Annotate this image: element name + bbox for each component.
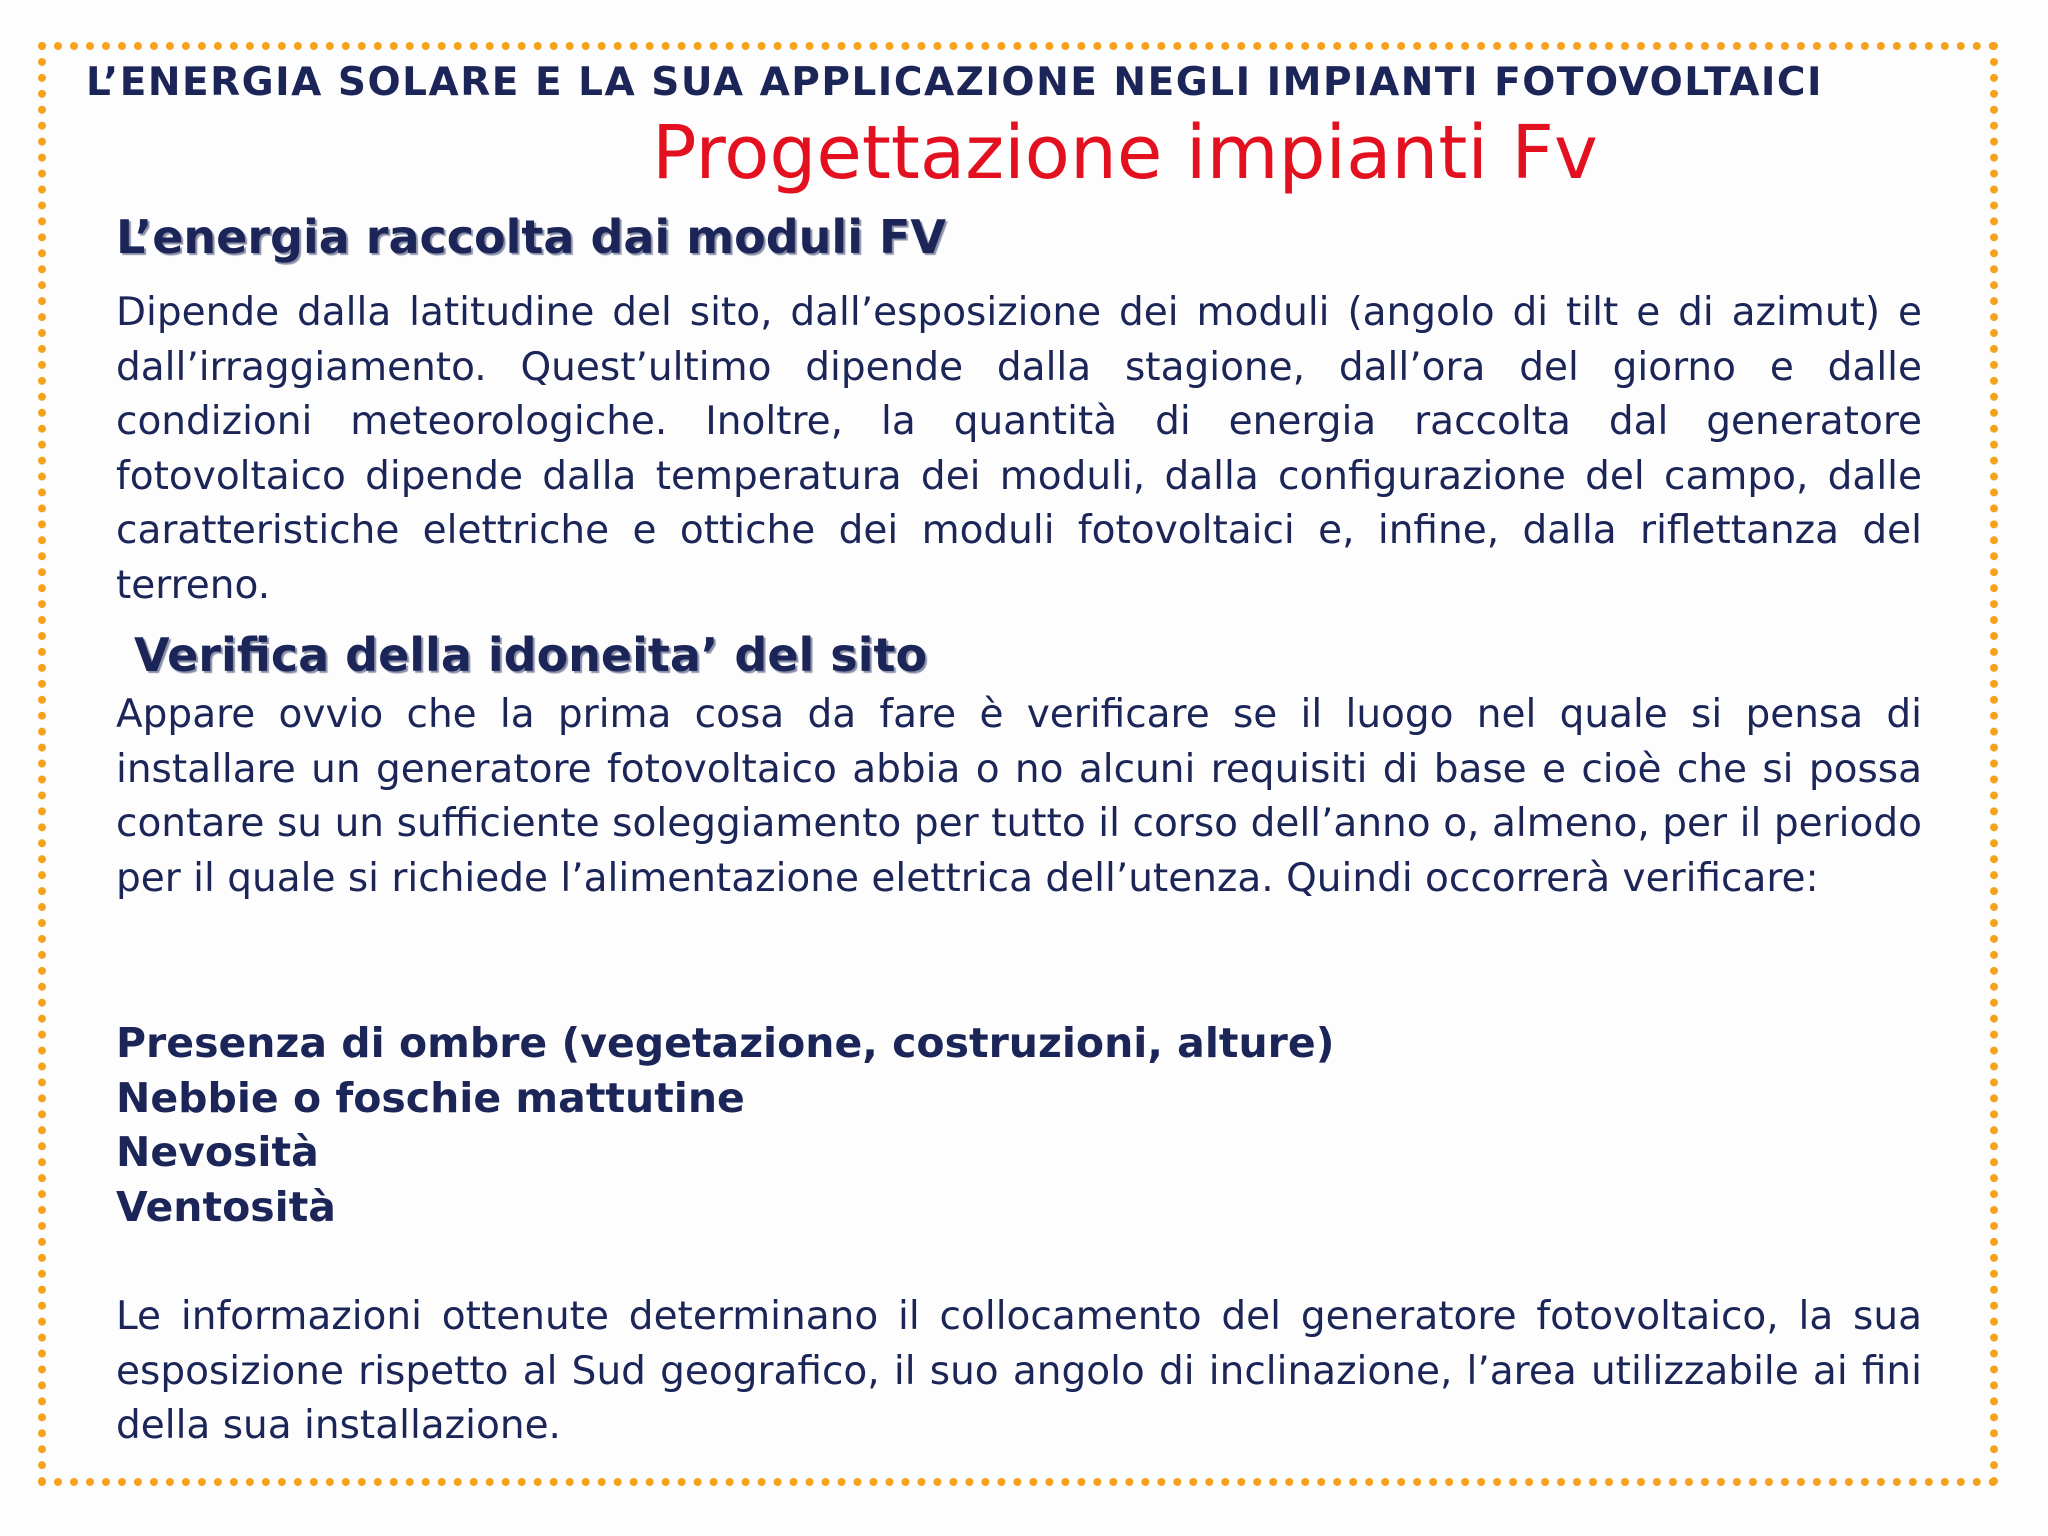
section-body-energy: Dipende dalla latitudine del sito, dall’esposizione dei moduli (angolo di tilt e di azimut) e dall’irraggiamento. Quest’ultimo dipende dalla stagione, dall’ora del giorno e dalle condizioni meteorologiche. Inoltre, la quantità di energia raccolta dal generatore fotovoltaico dipende dalla temperatura dei moduli, dalla configurazione del campo, dalle caratteristiche elettriche e ottiche dei moduli fotovoltaici e, infine, dalla riflettanza del terreno. xyxy=(116,290,1922,608)
slide-title: Progettazione impianti Fv xyxy=(652,110,1598,196)
checklist-item: Nevosità xyxy=(116,1128,319,1177)
section-body-site: Appare ovvio che la prima cosa da fare è verificare se il luogo nel quale si pensa di installare un generatore fotovoltaico abbia o no alcuni requisiti di base e cioè che si possa contare su un sufficiente soleggiamento per tutto il corso dell’anno o, almeno, per il periodo per il quale si richiede l’alimentazione elettrica dell’utenza. Quindi occorrerà verificare: xyxy=(116,692,1922,901)
checklist-item: Nebbie o foschie mattutine xyxy=(116,1073,745,1122)
section-heading-energy: L’energia raccolta dai moduli FV xyxy=(116,210,946,264)
checklist xyxy=(116,1016,1334,1234)
slide-subtitle: L’ENERGIA SOLARE E LA SUA APPLICAZIONE NEGLI IMPIANTI FOTOVOLTAICI xyxy=(86,60,1824,105)
checklist-item: Ventosità xyxy=(116,1182,336,1231)
checklist-item: Presenza di ombre (vegetazione, costruzioni, alture) xyxy=(116,1019,1335,1067)
section-heading-site: Verifica della idoneita’ del sito xyxy=(134,628,928,682)
conclusion-paragraph: Le informazioni ottenute determinano il collocamento del generatore fotovoltaico, la sua esposizione rispetto al Sud geografico, il suo angolo di inclinazione, l’area utilizzabile ai fini della sua installazione. xyxy=(116,1294,1922,1449)
